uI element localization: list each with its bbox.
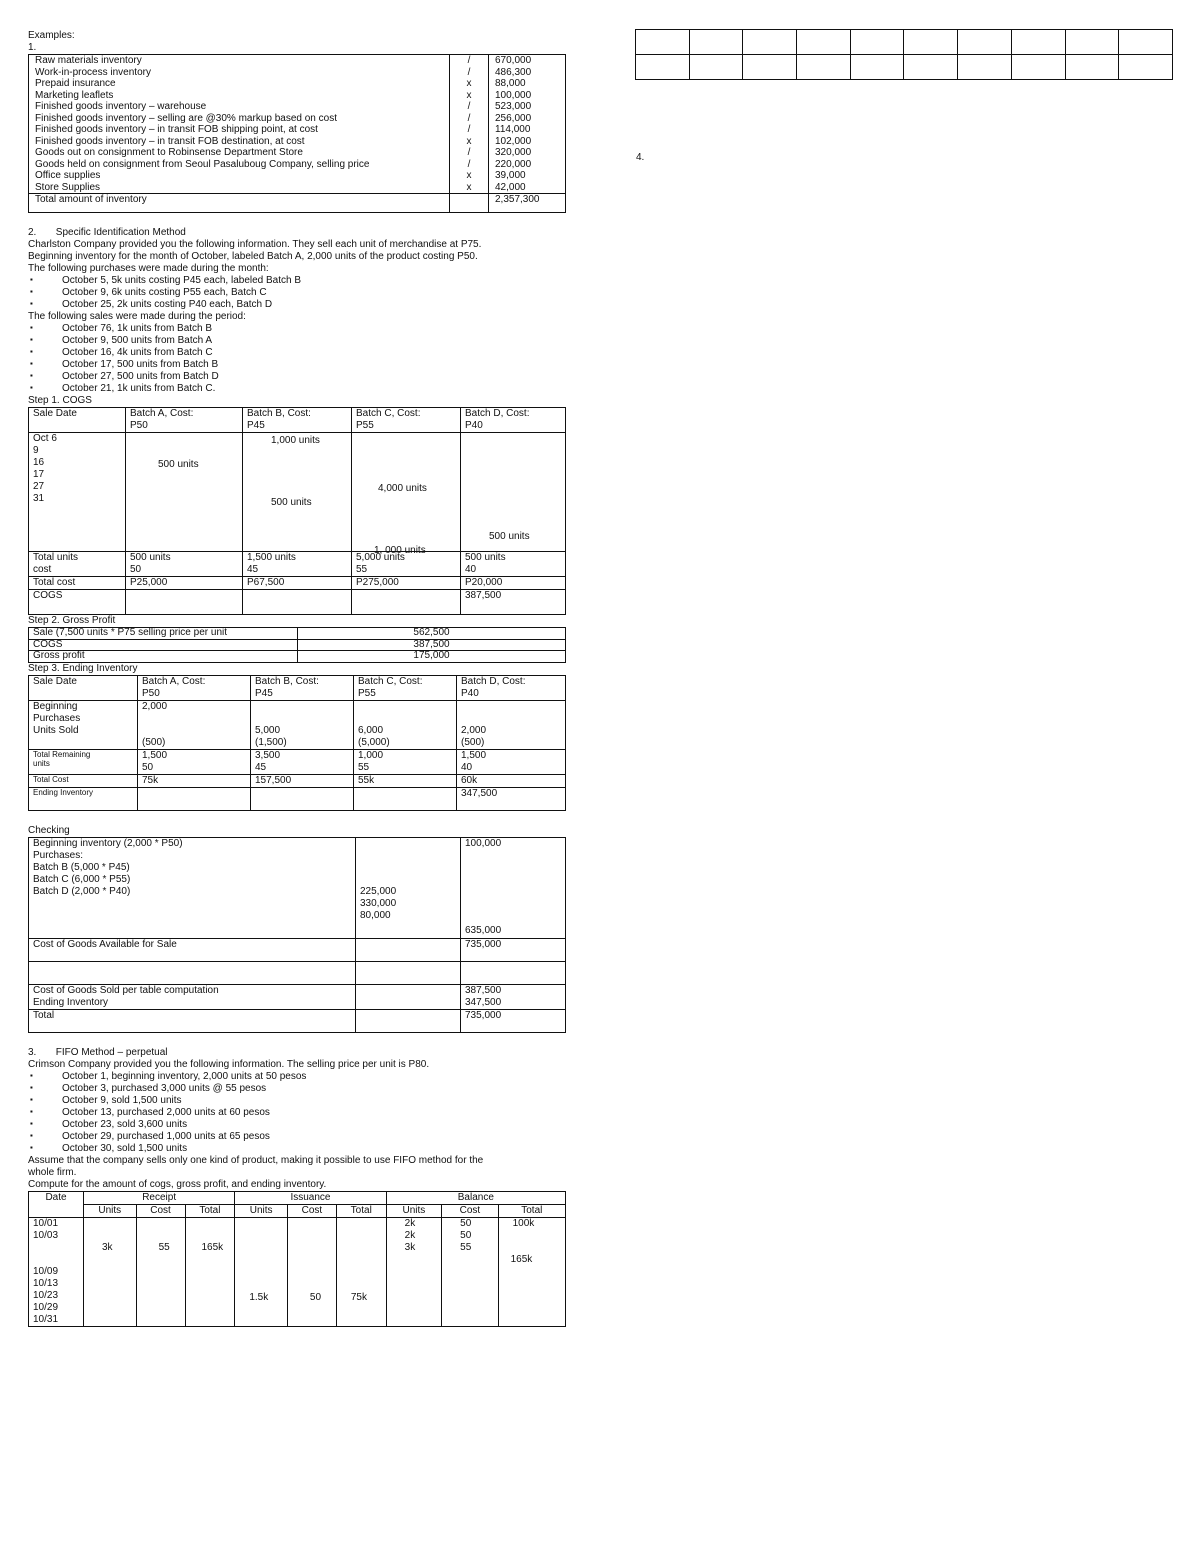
inventory-item: Goods out on consignment to Robinsense Department Store <box>35 147 303 158</box>
section-title: FIFO Method – perpetual <box>55 1046 168 1058</box>
column-header: Total <box>498 1204 565 1217</box>
inventory-mark: / <box>467 124 471 135</box>
value-cell: 562,500 <box>298 628 566 640</box>
list-item: ▪ October 9, 500 units from Batch A <box>28 335 568 347</box>
row-label: COGS <box>29 639 298 651</box>
grid-cell <box>689 55 743 80</box>
column-header: Cost <box>287 1204 336 1217</box>
cost-value: 50 <box>460 1229 472 1241</box>
table-row <box>29 1191 566 1204</box>
list-item: ▪ October 16, 4k units from Batch C <box>28 347 568 359</box>
grid-cell <box>904 30 958 55</box>
list-item: ▪ October 76, 1k units from Batch B <box>28 323 568 335</box>
table-row <box>29 774 566 787</box>
inventory-amount: 220,000 <box>495 158 532 170</box>
batch-value: 80,000 <box>360 909 391 921</box>
fifo-date: 10/03 <box>33 1229 59 1241</box>
total-value: 100k <box>512 1217 535 1229</box>
batch-line: Batch C (6,000 * P55) <box>33 873 131 885</box>
inventory-item: Raw materials inventory <box>35 55 142 66</box>
issuance-total-cell <box>336 1217 386 1326</box>
empty-cell <box>356 1009 461 1032</box>
column-header: Batch B, Cost: P45 <box>243 408 352 433</box>
value: (5,000) <box>358 736 390 748</box>
units-value: 1, 000 units <box>374 545 426 556</box>
column-header: Total <box>336 1204 386 1217</box>
total-value: 75k <box>350 1291 367 1303</box>
inventory-item: Finished goods inventory – selling are @30% markup based on cost <box>35 112 337 124</box>
cost-value: 55 <box>460 1241 472 1253</box>
column-header: Units <box>235 1204 288 1217</box>
fifo-date: 10/01 <box>33 1217 59 1229</box>
total-value: 2,357,300 <box>489 194 566 213</box>
batch-line: Batch D (2,000 * P40) <box>33 885 131 897</box>
value-cell: P275,000 <box>352 577 461 590</box>
column-header: Sale Date <box>29 675 138 700</box>
grid-cell <box>689 30 743 55</box>
cogs-label: Cost of Goods Sold per table computation <box>33 984 219 996</box>
units-value: 3k <box>102 1241 113 1253</box>
value-cell: 175,000 <box>298 651 566 663</box>
column-header: Units <box>84 1204 137 1217</box>
row-label: Cost of Goods Available for Sale <box>29 938 356 961</box>
row-label: Sale (7,500 units * P75 selling price per unit <box>29 628 298 640</box>
table-row <box>29 1204 566 1217</box>
grid-cell <box>1119 30 1173 55</box>
units-value: 5,000 units <box>356 552 405 563</box>
inventory-marks-cell <box>450 55 489 194</box>
table-row <box>636 55 1173 80</box>
inventory-mark: / <box>467 55 471 66</box>
column-header: Batch C, Cost: P55 <box>354 675 457 700</box>
grid-cell <box>636 55 690 80</box>
empty-cell <box>356 938 461 961</box>
assume-line: whole firm. <box>28 1166 77 1178</box>
inventory-mark: / <box>467 158 471 170</box>
row-label: COGS <box>29 590 126 615</box>
sales-intro: The following sales were made during the period: <box>28 311 246 322</box>
empty-cell <box>126 590 243 615</box>
value-cell: 75k <box>138 774 251 787</box>
inventory-amount: 523,000 <box>495 101 532 112</box>
column-header: Sale Date <box>29 408 126 433</box>
value-cell: 1,500 50 <box>138 749 251 774</box>
table-row <box>29 787 566 810</box>
value-cell: P25,000 <box>126 577 243 590</box>
table-row <box>29 749 566 774</box>
list-item: ▪ October 9, 6k units costing P55 each, Batch C <box>28 287 568 299</box>
grid-cell <box>904 55 958 80</box>
units-value: 2k <box>404 1229 416 1241</box>
table-row <box>636 30 1173 55</box>
ending-inventory-table <box>28 675 566 811</box>
batch-a-cell <box>138 700 251 749</box>
grid-cell <box>1065 55 1119 80</box>
grid-cell <box>743 30 797 55</box>
batch-values-cell <box>356 837 461 938</box>
units-value: 500 units <box>489 531 530 542</box>
total-units-label: Total units <box>33 552 79 563</box>
table-row <box>29 961 566 984</box>
units-value: 1,500 units <box>247 552 296 563</box>
cost-value: 50 <box>130 564 142 575</box>
value-cell: 387,500 <box>461 590 566 615</box>
batch-c-cell <box>354 700 457 749</box>
inventory-mark: / <box>467 101 471 112</box>
list-item: ▪ October 29, purchased 1,000 units at 65 pesos <box>28 1131 568 1143</box>
sale-date: 31 <box>33 493 45 504</box>
batch-b-cell <box>243 433 352 552</box>
value-cell <box>461 984 566 1009</box>
inventory-amounts-cell <box>489 55 566 194</box>
table-row <box>29 1009 566 1032</box>
table-row <box>29 837 566 938</box>
cogs-value: 387,500 <box>465 984 502 996</box>
value: 2,000 <box>142 700 168 712</box>
units-value: 2k <box>404 1217 416 1229</box>
empty-cell <box>354 787 457 810</box>
inventory-amount: 42,000 <box>495 181 526 193</box>
grid-cell <box>797 30 851 55</box>
inventory-items-cell <box>29 55 450 194</box>
table-row <box>29 590 566 615</box>
row-label: Ending Inventory <box>29 787 138 810</box>
empty-cell <box>251 787 354 810</box>
inventory-mark: x <box>466 89 472 101</box>
row-label: Beginning <box>33 700 78 712</box>
value-cell: 1,000 55 <box>354 749 457 774</box>
value-cell: 55k <box>354 774 457 787</box>
table-row <box>29 577 566 590</box>
inventory-table <box>28 54 566 213</box>
list-item: ▪ October 21, 1k units from Batch C. <box>28 383 568 395</box>
beginning-total: 100,000 <box>465 837 502 849</box>
step1-label: Step 1. COGS <box>28 395 92 406</box>
units-value: 500 units <box>271 497 312 508</box>
table-row <box>29 651 566 663</box>
examples-label: Examples: <box>28 30 75 41</box>
column-header: Batch C, Cost: P55 <box>352 408 461 433</box>
cost-value: 55 <box>158 1241 170 1253</box>
row-label: Total <box>29 1009 356 1032</box>
specific-id-title <box>28 227 568 239</box>
dates-cell <box>29 1217 84 1326</box>
empty-cell <box>461 961 566 984</box>
cost-value: 50 <box>460 1217 472 1229</box>
batch-value: 225,000 <box>360 885 397 897</box>
column-header: Units <box>386 1204 442 1217</box>
value: 6,000 <box>358 724 384 736</box>
row-label: Gross profit <box>29 651 298 663</box>
inventory-amount: 39,000 <box>495 170 526 181</box>
purchases-label: Purchases: <box>33 849 84 861</box>
fifo-date: 10/29 <box>33 1301 59 1313</box>
fifo-date <box>33 1254 79 1266</box>
row-label: Total Remaining units <box>29 749 138 774</box>
intro-line: Beginning inventory for the month of October, labeled Batch A, 2,000 units of the product costing P50. <box>28 251 478 262</box>
value-cell: 1,500 40 <box>457 749 566 774</box>
empty-cell <box>29 961 356 984</box>
value-cell <box>126 552 243 577</box>
grid-cell <box>958 55 1012 80</box>
inventory-mark: x <box>466 78 472 89</box>
value: (500) <box>142 736 166 748</box>
total-label: Total amount of inventory <box>29 194 450 213</box>
inventory-mark: x <box>466 170 472 181</box>
gross-profit-table <box>28 627 566 663</box>
batch-line: Batch B (5,000 * P45) <box>33 861 130 873</box>
left-column <box>28 30 568 1327</box>
value-cell: 157,500 <box>251 774 354 787</box>
units-value: 1,000 units <box>271 435 320 446</box>
list-item: ▪ October 5, 5k units costing P45 each, labeled Batch B <box>28 275 568 287</box>
cost-value: 50 <box>309 1291 322 1303</box>
column-header: Cost <box>136 1204 185 1217</box>
table-row <box>29 984 566 1009</box>
sale-date: 17 <box>33 469 45 480</box>
checking-label: Checking <box>28 824 70 836</box>
batch-a-cell <box>126 433 243 552</box>
ending-label: Ending Inventory <box>33 996 109 1008</box>
inventory-item: Goods held on consignment from Seoul Pasaluboug Company, selling price <box>35 158 370 170</box>
row-label: Units Sold <box>33 724 79 736</box>
row-label <box>29 984 356 1009</box>
example-1-number: 1. <box>28 42 37 53</box>
column-header: Batch B, Cost: P45 <box>251 675 354 700</box>
row-label: Purchases <box>33 712 81 724</box>
units-value: 4,000 units <box>378 483 427 494</box>
table-row <box>29 408 566 433</box>
batch-c-cell <box>352 433 461 556</box>
list-item: ▪ October 30, sold 1,500 units <box>28 1143 568 1155</box>
batch-d-cell <box>457 700 566 749</box>
step2-label: Step 2. Gross Profit <box>28 615 116 626</box>
grid-cell <box>797 55 851 80</box>
receipt-total-cell <box>185 1217 235 1326</box>
table-row <box>29 1217 566 1326</box>
table-row <box>29 700 566 749</box>
inventory-mark: / <box>467 66 471 78</box>
cost-value: 40 <box>465 564 477 575</box>
grid-cell <box>1011 55 1065 80</box>
empty-cell <box>352 590 461 615</box>
inventory-item: Prepaid insurance <box>35 78 116 89</box>
units-value: 3k <box>404 1241 416 1253</box>
list-item: ▪ October 23, sold 3,600 units <box>28 1119 568 1131</box>
value: (1,500) <box>255 736 287 748</box>
beginning-label: Beginning inventory (2,000 * P50) <box>33 837 183 849</box>
grid-cell <box>850 55 904 80</box>
list-item: ▪ October 25, 2k units costing P40 each, Batch D <box>28 299 568 311</box>
grid-cell <box>636 30 690 55</box>
empty-cell <box>243 590 352 615</box>
total-value: 165k <box>201 1241 224 1253</box>
value-cell: P20,000 <box>461 577 566 590</box>
table-row <box>29 938 566 961</box>
receipt-units-cell <box>84 1217 137 1326</box>
inventory-amount: 102,000 <box>495 135 532 147</box>
blank-grid-table <box>635 29 1173 80</box>
cogs-table <box>28 407 566 615</box>
inventory-item: Finished goods inventory – in transit FOB destination, at cost <box>35 135 305 147</box>
inventory-amount: 670,000 <box>495 55 532 66</box>
cost-value: 45 <box>247 564 259 575</box>
section-4-number: 4. <box>636 152 645 163</box>
units-value: 1.5k <box>249 1291 269 1303</box>
checking-table <box>28 837 566 1033</box>
empty-cell <box>356 961 461 984</box>
value-cell <box>461 552 566 577</box>
units-value: 500 units <box>158 459 199 470</box>
issuance-units-cell <box>235 1217 288 1326</box>
balance-units-cell <box>386 1217 442 1326</box>
value-cell: 735,000 <box>461 938 566 961</box>
value-cell: 387,500 <box>298 639 566 651</box>
compute-line: Compute for the amount of cogs, gross profit, and ending inventory. <box>28 1178 327 1190</box>
units-value: 500 units <box>130 552 171 563</box>
grid-cell <box>1065 30 1119 55</box>
ending-value: 347,500 <box>465 996 502 1008</box>
sale-date: 16 <box>33 457 45 468</box>
value-cell: 347,500 <box>457 787 566 810</box>
table-row <box>29 552 566 577</box>
inventory-mark: / <box>467 147 471 158</box>
list-item: ▪ October 27, 500 units from Batch D <box>28 371 568 383</box>
list-item: ▪ October 17, 500 units from Batch B <box>28 359 568 371</box>
inventory-item: Work-in-process inventory <box>35 66 151 78</box>
grid-cell <box>1119 55 1173 80</box>
batch-d-cell <box>461 433 566 552</box>
intro-line: Crimson Company provided you the following information. The selling price per unit is P80. <box>28 1058 430 1070</box>
batch-b-cell <box>251 700 354 749</box>
section-number: 3. <box>28 1046 37 1058</box>
table-row <box>29 675 566 700</box>
table-row <box>29 194 566 213</box>
checking-items-cell <box>29 837 356 938</box>
section-title: Specific Identification Method <box>55 227 186 238</box>
section-number: 2. <box>28 227 37 238</box>
totals-cell <box>461 837 566 938</box>
value: 5,000 <box>255 724 281 736</box>
total-value: 165k <box>510 1253 533 1265</box>
batch-value: 330,000 <box>360 897 397 909</box>
cost-value: 55 <box>356 564 368 575</box>
inventory-mark: x <box>466 135 472 147</box>
fifo-title <box>28 1047 568 1059</box>
value-cell: 735,000 <box>461 1009 566 1032</box>
column-header: Batch A, Cost: P50 <box>138 675 251 700</box>
sale-date: Oct 6 <box>33 433 57 444</box>
purchases-total: 635,000 <box>465 924 502 936</box>
value: (500) <box>461 736 485 748</box>
table-row <box>29 639 566 651</box>
grid-cell <box>850 30 904 55</box>
sale-date: 9 <box>33 445 39 456</box>
column-header: Date <box>29 1191 84 1217</box>
table-row <box>29 628 566 640</box>
empty-cell <box>138 787 251 810</box>
inventory-mark: x <box>466 181 472 193</box>
inventory-amount: 256,000 <box>495 112 532 124</box>
inventory-item: Finished goods inventory – in transit FOB shipping point, at cost <box>35 124 318 135</box>
inventory-amount: 486,300 <box>495 66 532 78</box>
value-cell <box>243 552 352 577</box>
balance-cost-cell <box>442 1217 498 1326</box>
value-cell: P67,500 <box>243 577 352 590</box>
value-cell: 3,500 45 <box>251 749 354 774</box>
receipt-cost-cell <box>136 1217 185 1326</box>
row-label: Total Cost <box>29 774 138 787</box>
row-labels-cell <box>29 700 138 749</box>
cost-label: cost <box>33 564 52 575</box>
grid-cell <box>1011 30 1065 55</box>
value: 2,000 <box>461 724 487 736</box>
fifo-table <box>28 1191 566 1327</box>
fifo-date <box>33 1242 79 1254</box>
fifo-date: 10/23 <box>33 1289 59 1301</box>
column-header: Total <box>185 1204 235 1217</box>
fifo-date: 10/13 <box>33 1277 59 1289</box>
column-header: Batch A, Cost: P50 <box>126 408 243 433</box>
empty-cell <box>356 984 461 1009</box>
list-item: ▪ October 13, purchased 2,000 units at 60 pesos <box>28 1107 568 1119</box>
inventory-amount: 88,000 <box>495 78 526 89</box>
inventory-mark: / <box>467 112 471 124</box>
step3-label: Step 3. Ending Inventory <box>28 662 138 674</box>
inventory-item: Store Supplies <box>35 181 101 193</box>
assume-line: Assume that the company sells only one kind of product, making it possible to use FIFO method for the <box>28 1154 484 1166</box>
group-header: Balance <box>386 1191 565 1204</box>
inventory-amount: 100,000 <box>495 89 532 101</box>
sale-date: 27 <box>33 481 45 492</box>
sale-dates-cell <box>29 433 126 552</box>
inventory-item: Office supplies <box>35 170 101 181</box>
value-cell: 60k <box>457 774 566 787</box>
grid-cell <box>743 55 797 80</box>
fifo-date: 10/09 <box>33 1265 59 1277</box>
table-row <box>29 55 566 194</box>
column-header: Cost <box>442 1204 498 1217</box>
column-header: Batch D, Cost: P40 <box>457 675 566 700</box>
list-item: ▪ October 1, beginning inventory, 2,000 units at 50 pesos <box>28 1071 568 1083</box>
grid-cell <box>958 30 1012 55</box>
inventory-amount: 114,000 <box>495 124 531 135</box>
intro-line: The following purchases were made during the month: <box>28 263 269 274</box>
inventory-item: Marketing leaflets <box>35 89 114 101</box>
group-header: Receipt <box>84 1191 235 1204</box>
intro-line: Charlston Company provided you the following information. They sell each unit of merchandise at P75. <box>28 239 482 250</box>
inventory-item: Finished goods inventory – warehouse <box>35 101 207 112</box>
row-label: Total cost <box>29 577 126 590</box>
column-header: Batch D, Cost: P40 <box>461 408 566 433</box>
list-item: ▪ October 3, purchased 3,000 units @ 55 pesos <box>28 1083 568 1095</box>
table-row <box>29 433 566 552</box>
units-value: 500 units <box>465 552 506 563</box>
issuance-cost-cell <box>287 1217 336 1326</box>
row-label <box>29 552 126 577</box>
inventory-amount: 320,000 <box>495 147 532 158</box>
group-header: Issuance <box>235 1191 386 1204</box>
balance-total-cell <box>498 1217 565 1326</box>
empty-cell <box>450 194 489 213</box>
list-item: ▪ October 9, sold 1,500 units <box>28 1095 568 1107</box>
fifo-date: 10/31 <box>33 1313 59 1325</box>
